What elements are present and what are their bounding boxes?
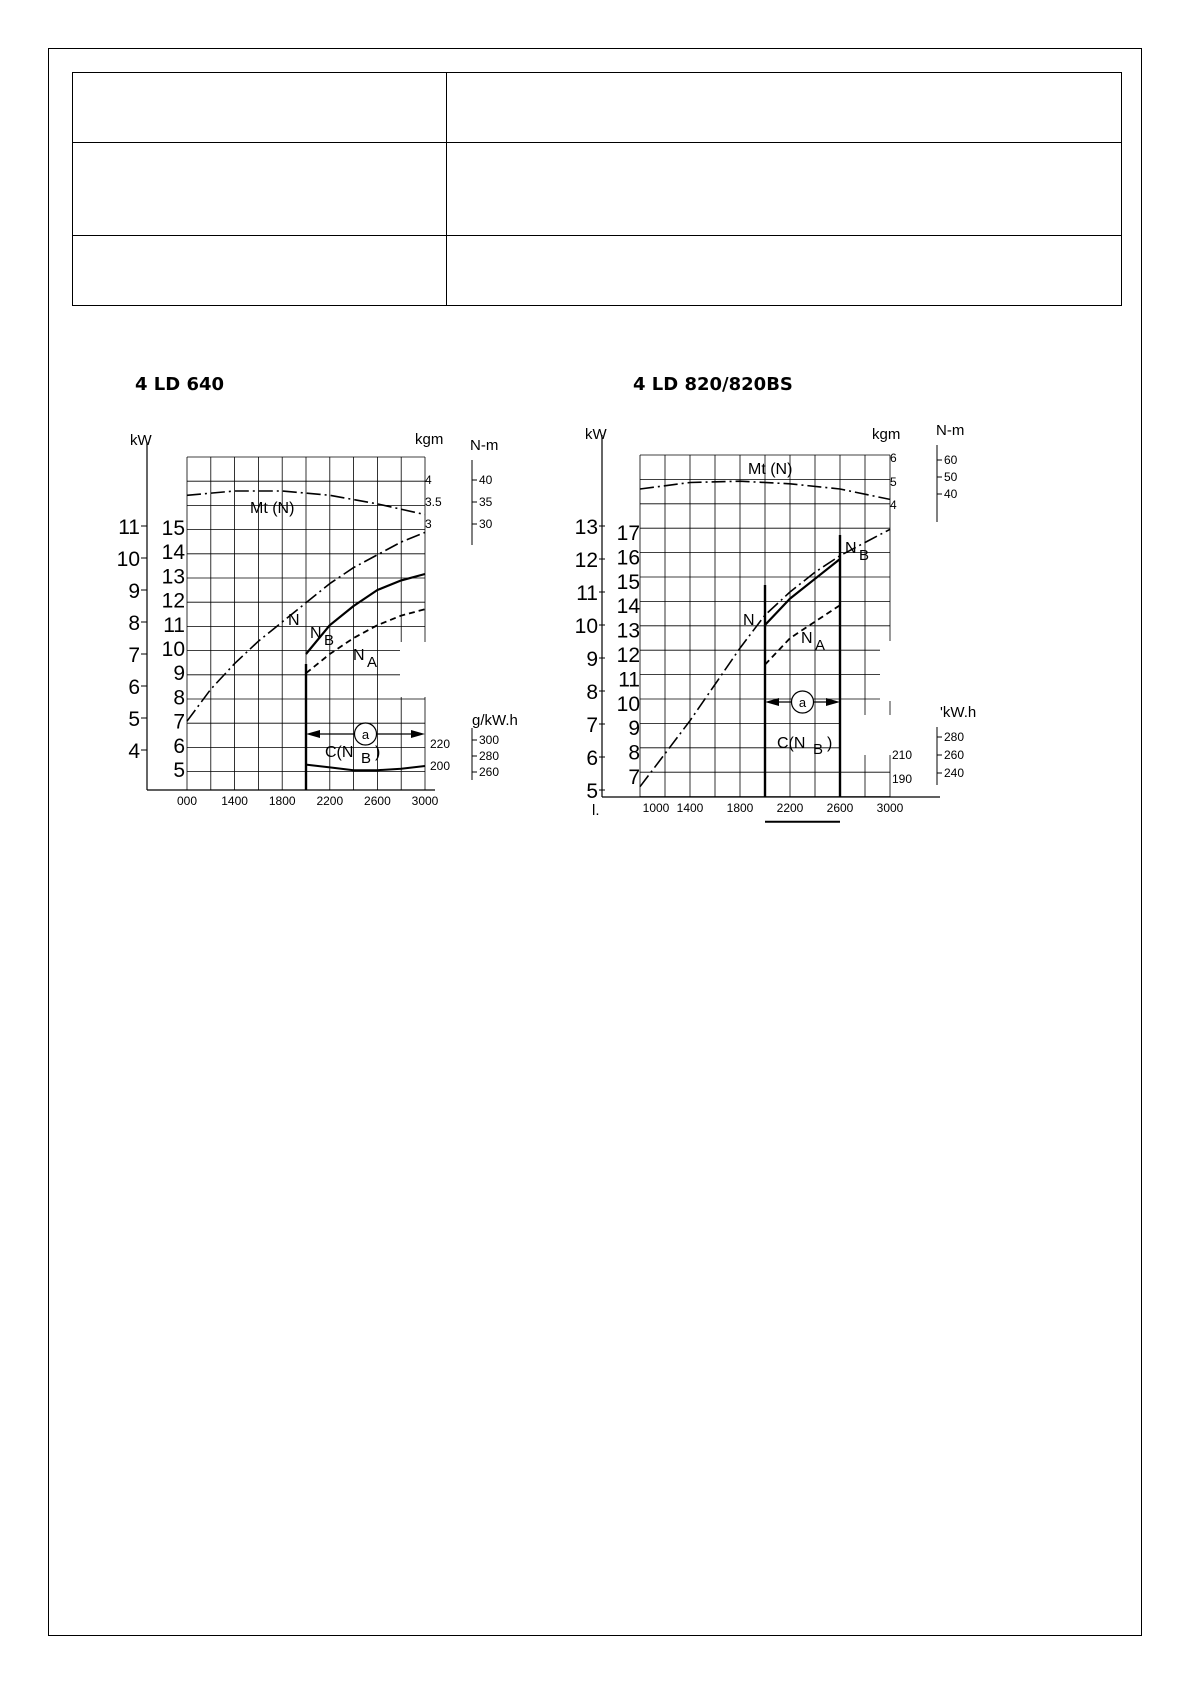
grid-mask bbox=[400, 642, 430, 697]
table-cell bbox=[447, 236, 1122, 306]
x-tick-label: 3000 bbox=[876, 801, 904, 815]
table-cell bbox=[447, 143, 1122, 236]
y-tick-label-nm: 30 bbox=[479, 517, 493, 531]
curve-label-c: C(N bbox=[325, 744, 354, 761]
table-cell bbox=[73, 143, 447, 236]
chart-title-right: 4 LD 820/820BS bbox=[633, 374, 793, 395]
y-tick-label-kgm: 4 bbox=[425, 473, 432, 487]
curve-label-nb: N bbox=[845, 540, 857, 557]
y-tick-label-kw: 10 bbox=[574, 615, 598, 638]
y-tick-label-hp: 11 bbox=[163, 613, 185, 637]
y-tick-label-hp: 14 bbox=[616, 595, 640, 619]
y-tick-label-gkwh: 280 bbox=[479, 749, 500, 763]
curve-label-nb-sub: B bbox=[324, 632, 335, 649]
curve-label-c-close: ) bbox=[375, 744, 381, 761]
curve-label-c-close: ) bbox=[827, 735, 833, 752]
y-tick-label-kw: 5 bbox=[128, 708, 140, 731]
y-axis-label-nm: N-m bbox=[470, 437, 499, 454]
y-tick-label-nm: 40 bbox=[479, 473, 493, 487]
x-tick-label: 000 bbox=[176, 794, 198, 808]
y-tick-label-kw: 8 bbox=[128, 612, 140, 635]
range-arrow-head-left bbox=[306, 730, 320, 738]
y-tick-label-consumption: 220 bbox=[430, 737, 451, 751]
y-tick-label-nm: 60 bbox=[944, 453, 958, 467]
x-axis-edge-mark: l. bbox=[592, 802, 600, 819]
range-marker-label: a bbox=[361, 727, 370, 742]
y-tick-label-gkwh: 300 bbox=[479, 733, 500, 747]
y-tick-label-nm: 40 bbox=[944, 487, 958, 501]
y-tick-label-hp: 12 bbox=[161, 589, 185, 613]
x-tick-label: 2200 bbox=[776, 801, 804, 815]
y-tick-label-kw: 13 bbox=[574, 516, 598, 539]
y-axis-label-gkwh: 'kW.h bbox=[940, 704, 977, 721]
y-tick-label-hp: 6 bbox=[173, 734, 185, 758]
y-tick-label-kgm: 4 bbox=[890, 498, 897, 512]
range-marker-label: a bbox=[798, 695, 807, 710]
y-tick-label-consumption: 190 bbox=[892, 772, 913, 786]
curve-label-nb: N bbox=[310, 625, 322, 642]
range-arrow-head-right bbox=[411, 730, 425, 738]
x-tick-label: 2600 bbox=[826, 801, 854, 815]
y-tick-label-kw: 11 bbox=[118, 516, 140, 539]
curve-label-n: N bbox=[743, 612, 755, 629]
y-tick-label-hp: 13 bbox=[616, 619, 640, 643]
y-axis-label-kw: kW bbox=[130, 432, 152, 449]
y-tick-label-kw: 6 bbox=[128, 676, 140, 699]
x-tick-label: 2600 bbox=[364, 794, 391, 808]
y-tick-label-kgm: 3.5 bbox=[425, 495, 442, 509]
y-tick-label-hp: 16 bbox=[616, 546, 640, 570]
y-tick-label-hp: 13 bbox=[161, 565, 185, 589]
table-cell bbox=[447, 73, 1122, 143]
y-tick-label-kw: 8 bbox=[586, 681, 598, 704]
y-tick-label-kw: 11 bbox=[576, 582, 598, 605]
y-tick-label-hp: 15 bbox=[616, 570, 640, 594]
y-tick-label-hp: 7 bbox=[173, 710, 185, 734]
y-tick-label-kw: 5 bbox=[586, 780, 598, 803]
y-tick-label-kw: 7 bbox=[586, 714, 598, 737]
table-cell bbox=[73, 73, 447, 143]
y-tick-label-kw: 9 bbox=[128, 580, 140, 603]
y-tick-label-hp: 14 bbox=[161, 541, 185, 565]
curve-label-c: C(N bbox=[777, 735, 806, 752]
y-tick-label-kgm: 5 bbox=[890, 475, 897, 489]
table-row bbox=[73, 236, 1122, 306]
x-tick-label: 1400 bbox=[676, 801, 704, 815]
y-tick-label-hp: 8 bbox=[173, 686, 185, 710]
x-tick-label: 1400 bbox=[221, 794, 248, 808]
y-tick-label-hp: 10 bbox=[161, 638, 185, 661]
y-tick-label-hp: 7 bbox=[628, 766, 640, 789]
y-tick-label-hp: 9 bbox=[173, 662, 185, 686]
y-tick-label-nm: 50 bbox=[944, 470, 958, 484]
table-cell bbox=[73, 236, 447, 306]
performance-chart-4ld640 bbox=[100, 420, 560, 820]
spec-table bbox=[72, 72, 1122, 306]
x-tick-label: 1000 bbox=[642, 801, 670, 815]
curve-label-na: N bbox=[801, 630, 813, 647]
grid-mask bbox=[840, 715, 900, 755]
y-tick-label-kgm: 6 bbox=[890, 451, 897, 465]
y-tick-label-hp: 8 bbox=[628, 741, 640, 765]
y-tick-label-gkwh: 260 bbox=[479, 765, 500, 779]
y-axis-label-kgm: kgm bbox=[415, 431, 444, 448]
curve-label-na-sub: A bbox=[367, 654, 378, 671]
y-tick-label-gkwh: 280 bbox=[944, 730, 965, 744]
y-tick-label-hp: 12 bbox=[616, 644, 640, 667]
curve-label-c-sub: B bbox=[813, 741, 824, 758]
y-tick-label-hp: 5 bbox=[173, 759, 185, 782]
y-axis-label-kgm: kgm bbox=[872, 426, 901, 443]
chart-title-left: 4 LD 640 bbox=[135, 374, 225, 395]
y-tick-label-gkwh: 260 bbox=[944, 748, 965, 762]
y-tick-label-kw: 7 bbox=[128, 644, 140, 667]
grid-mask bbox=[880, 641, 910, 701]
curve-label-mt: Mt (N) bbox=[748, 461, 793, 478]
y-tick-label-kw: 6 bbox=[586, 747, 598, 770]
curve-label-n: N bbox=[288, 612, 300, 629]
y-tick-label-gkwh: 240 bbox=[944, 766, 965, 780]
series-line-nb bbox=[765, 559, 840, 625]
performance-chart-4ld820 bbox=[574, 415, 1100, 825]
curve-label-mt: Mt (N) bbox=[250, 500, 295, 517]
y-tick-label-kw: 9 bbox=[586, 648, 598, 671]
y-tick-label-hp: 15 bbox=[161, 517, 185, 540]
y-tick-label-kw: 10 bbox=[116, 548, 140, 571]
curve-label-nb-sub: B bbox=[859, 547, 870, 564]
table-row bbox=[73, 143, 1122, 236]
y-tick-label-hp: 10 bbox=[616, 692, 640, 716]
y-axis-label-kw: kW bbox=[585, 426, 607, 443]
x-tick-label: 1800 bbox=[726, 801, 754, 815]
y-tick-label-hp: 9 bbox=[628, 717, 640, 741]
curve-label-c-sub: B bbox=[361, 750, 372, 767]
x-tick-label: 2200 bbox=[316, 794, 344, 808]
y-tick-label-hp: 11 bbox=[618, 668, 640, 692]
x-tick-label: 3000 bbox=[411, 794, 439, 808]
y-tick-label-kgm: 3 bbox=[425, 517, 432, 531]
y-tick-label-consumption: 210 bbox=[892, 748, 913, 762]
y-tick-label-nm: 35 bbox=[479, 495, 493, 509]
y-tick-label-consumption: 200 bbox=[430, 759, 451, 773]
x-tick-label: 1800 bbox=[268, 794, 296, 808]
y-tick-label-kw: 12 bbox=[574, 549, 598, 572]
curve-label-na-sub: A bbox=[815, 637, 826, 654]
y-tick-label-kw: 4 bbox=[128, 740, 140, 763]
curve-label-na: N bbox=[353, 647, 365, 664]
y-axis-label-gkwh: g/kW.h bbox=[472, 712, 518, 729]
y-tick-label-hp: 17 bbox=[616, 522, 640, 545]
y-axis-label-nm: N-m bbox=[936, 422, 965, 439]
table-row bbox=[73, 73, 1122, 143]
